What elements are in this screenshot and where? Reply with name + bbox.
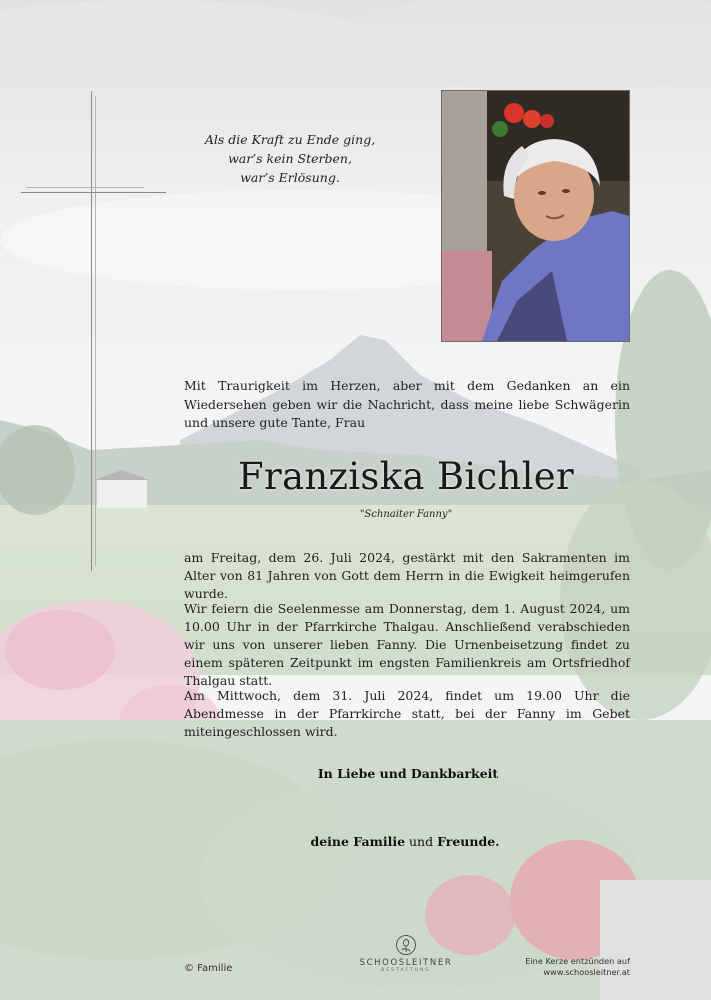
candle-url[interactable]: www.schoosleitner.at (543, 967, 630, 977)
intro-text: Mit Traurigkeit im Herzen, aber mit dem Gedanken an ein Wiedersehen geben wir die Nachricht, dass meine liebe Schwägerin und unsere gute Tante, Frau (184, 378, 630, 430)
verse-line-3: war’s Erlösung. (240, 170, 340, 185)
death-announcement: am Freitag, dem 26. Juli 2024, gestärkt mit den Sakramenten im Alter von 81 Jahren von Gott dem Herrn in die Ewigkeit heimgerufen wurde. (184, 550, 630, 601)
cross-icon-vertical-inner (95, 96, 96, 566)
logo-name: SCHOOSLEITNER (359, 958, 453, 968)
evening-mass-info: Am Mittwoch, dem 31. Juli 2024, findet um 19.00 Uhr die Abendmesse in der Pfarrkirche statt, bei der Fanny im Gebet miteingeschlossen wird. (184, 688, 630, 739)
family-label: deine Familie (310, 834, 406, 849)
rose-icon (395, 934, 417, 956)
candle-link[interactable] (500, 956, 630, 978)
memorial-verse (190, 130, 390, 187)
funeral-home-logo (356, 934, 456, 973)
cross-icon-horizontal-inner (26, 187, 144, 188)
cross-icon-vertical (91, 91, 92, 571)
cross-icon-horizontal (21, 192, 166, 193)
verse-line-2: war’s kein Sterben, (228, 151, 352, 166)
candle-text: Eine Kerze entzünden auf (525, 956, 630, 966)
photo-copyright: © Familie (184, 963, 233, 974)
deceased-nickname: "Schnaiter Fanny" (359, 509, 453, 520)
logo-subtitle: BESTATTUNG (381, 968, 431, 973)
family-and: und (405, 834, 438, 849)
verse-line-1: Als die Kraft zu Ende ging, (204, 132, 376, 147)
deceased-name: Franziska Bichler (238, 455, 574, 498)
portrait-photo (441, 90, 630, 342)
thanks-line: In Liebe und Dankbarkeit (317, 766, 499, 781)
friends-label: Freunde. (437, 834, 500, 849)
family-signature (270, 834, 540, 849)
funeral-mass-info: Wir feiern die Seelenmesse am Donnerstag, dem 1. August 2024, um 10.00 Uhr in der Pfarrkirche Thalgau. Anschließend verabschieden wir uns von unserer lieben Fanny. Die Urnenbeisetzung findet zu einem späteren Zeitpunkt im engsten Familienkreis am Ortsfriedhof Thalgau statt. (184, 601, 630, 688)
